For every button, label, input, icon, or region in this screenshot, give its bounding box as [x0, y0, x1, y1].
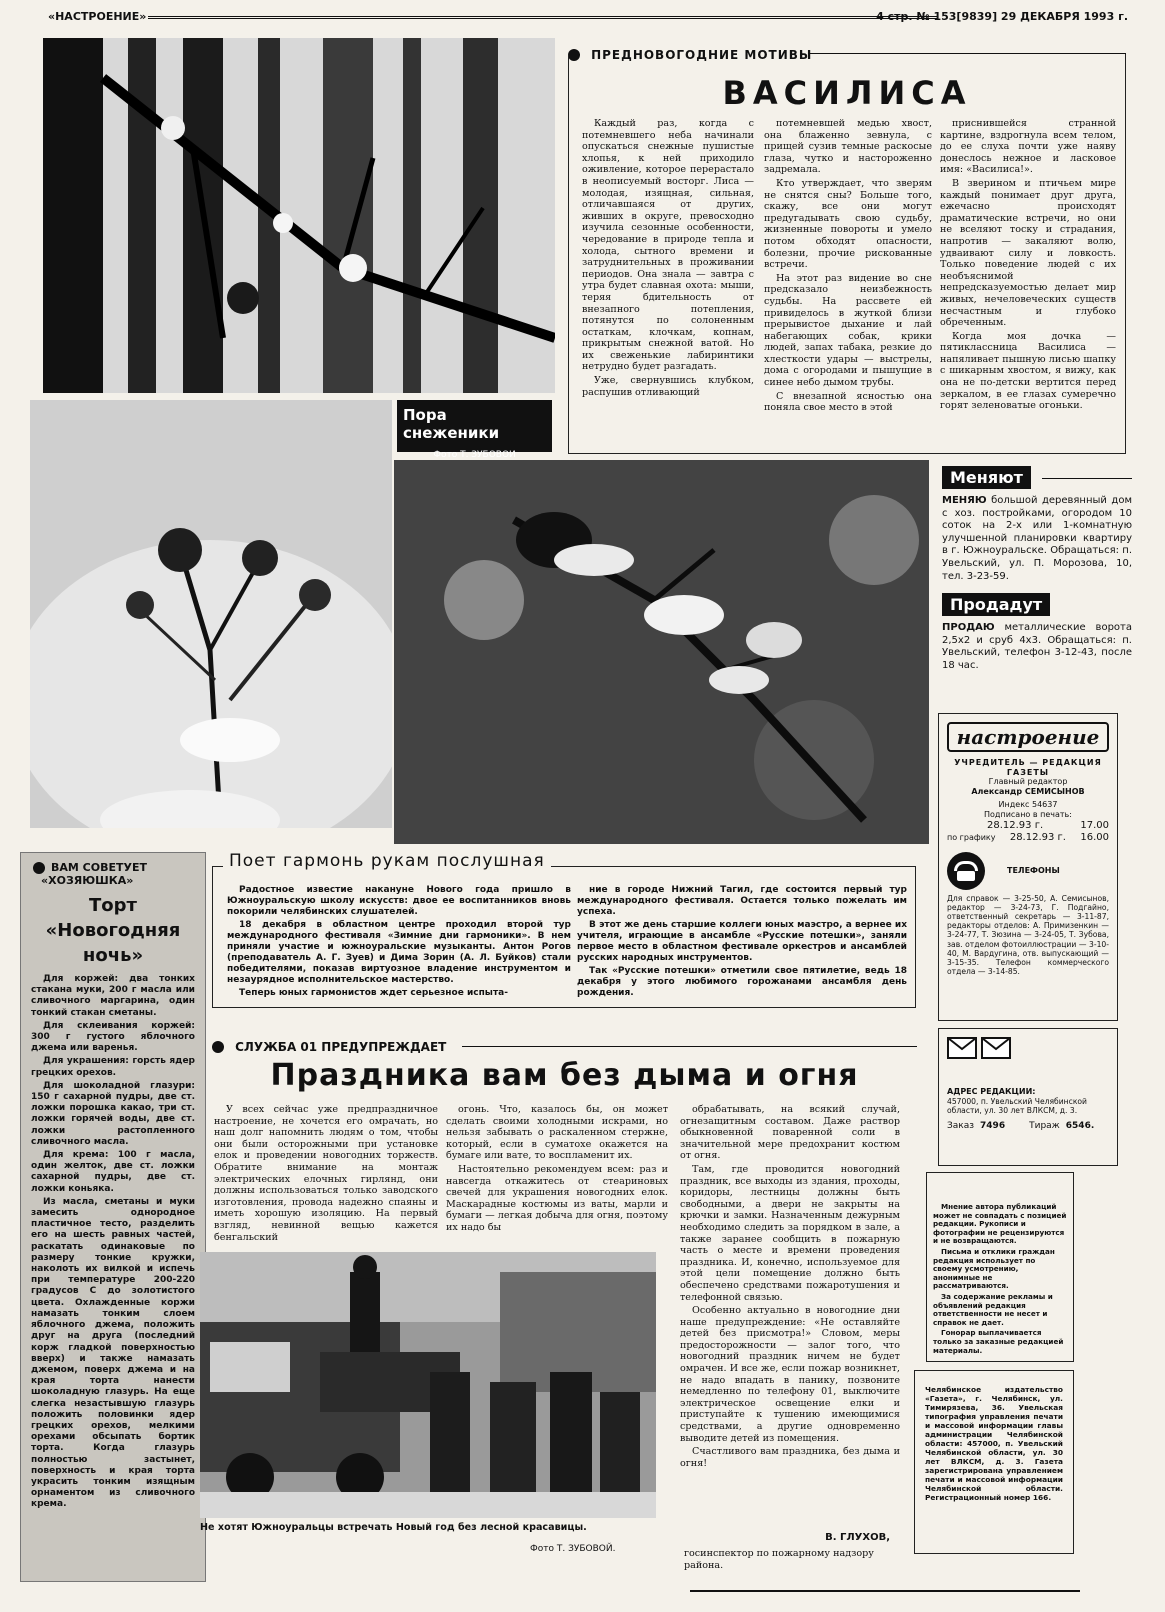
paragraph: Уже, свернувшись клубком, распушив отливающий: [582, 375, 754, 398]
fire-photo-credit: Фото Т. ЗУБОВОЙ.: [530, 1544, 616, 1554]
recipe-rubric: ВАМ СОВЕТУЕТ «ХОЗЯЮШКА»: [21, 853, 205, 887]
photo-caption-box: [397, 400, 552, 460]
fire-signature: В. ГЛУХОВ,: [825, 1532, 890, 1543]
fire-col-3: [680, 1104, 900, 1528]
paragraph: Для коржей: два тонких стакана муки, 200 г масла или сливочного маргарина, один тонкий стакан сметаны.: [31, 974, 195, 1018]
notice-paragraph: Письма и отклики граждан редакция использует по своему усмотрению, анонимные не рассматриваются.: [933, 1246, 1055, 1291]
paragraph: Из масла, сметаны и муки замесить однородное пластичное тесто, разделить его на шесть равных частей, раскатать одинаковые по размеру тонкие кружки, наколоть их вилкой и испечь при температуре 200-220 градусов С до золотистого цвета. Охлажденные коржи намазать тонким слоем яблочного джема, положить друг на друга (последний корж гладкой поверхностью вверх) и также намазать джемом, поверх джема и на края торта нанести шоколадную глазурь. На еще слегка незастывшую глазурь положить половинки ядер грецких орехов, мелкими орехами обсыпать бортик торта. Когда глазурь полностью застынет, поверхность и края торта украсить тонким изящным орнаментом из сливочного крема.: [31, 1196, 195, 1510]
paragraph: приснившейся странной картине, вздрогнула всем телом, до ее слуха почти уже наяву донеслось нежное и ласковое имя: «Василиса!».: [940, 118, 1116, 176]
paragraph: У всех сейчас уже предпраздничное настроение, не хочется его омрачать, но наш долг напомнить людям о том, чтобы они были осторожными при установке елок и проведении новогодних торжеств. Обратите внимание на монтаж электрических елочных гирлянд, они должны использоваться только заводского изготовления, провода надежно спаяны и иметь хорошую изоляцию. На первый взгляд, невинной вещью кажется бенгальский: [214, 1104, 438, 1243]
paragraph: Теперь юных гармонистов ждет серьезное испыта-: [239, 988, 508, 998]
masthead-rule: [148, 16, 938, 19]
ad-swap-lead: МЕНЯЮ: [942, 495, 987, 506]
printer-text: Челябинское издательство «Газета», г. Челябинск, ул. Тимирязева, 36. Увельская типография управления печати и массовой информации главы администрации Челябинской области: 457000, п. Увельский Челябинской области, ул. 30 лет ВЛКСМ, д. 3. Газета зарегистрирована управлением печати и массовой информации Челябинской области. Регистрационный номер 166.: [925, 1385, 1063, 1502]
vasilisa-col-2: [764, 118, 932, 448]
paragraph: ние в городе Нижний Тагил, где состоится первый тур международного фестиваля. Остается только пожелать им успеха.: [577, 885, 907, 917]
paragraph: Настоятельно рекомендуем всем: раз и навсегда откажитесь от стеариновых свечей для украшения новогодних елок. Маскарадные костюмы из ваты, марли и бумаги — легкая добыча для огня, поэтому их надо бы: [446, 1163, 668, 1233]
fire-rubric: СЛУЖБА 01 ПРЕДУПРЕЖДАЕТ: [235, 1040, 447, 1054]
telephone-icon: [947, 852, 985, 890]
garmon-col-2: [577, 885, 907, 1005]
phones-title: ТЕЛЕФОНЫ: [1007, 865, 1060, 875]
ad-swap-tag: Меняют: [942, 466, 1031, 489]
masthead-right: 4 стр. № 153[9839] 29 ДЕКАБРЯ 1993 г.: [876, 10, 1128, 23]
vasilisa-col-3: [940, 118, 1116, 448]
paragraph: Когда моя дочка — пятиклассница Василиса — напяливает пышную лисью шапку с шикарным хвостом, я вижу, как она не по-детски вертится перед зеркалом, в ее глазах сумеречно горят зеленоватые огоньки.: [940, 330, 1116, 412]
photo-snow-plant: [30, 400, 392, 828]
notice-box: [926, 1172, 1074, 1362]
paragraph: огонь. Что, казалось бы, он может сделать своими холодными искрами, но нельзя забывать о раскаленном стержне, который, если в суматохе окажется на бумаге или вате, то воспламенит их.: [446, 1104, 668, 1162]
imprint-editor: Александр СЕМИСЫНОВ: [971, 786, 1085, 796]
recipe-text: [21, 968, 205, 1558]
address-text: 457000, п. Увельский Челябинской области, ул. 30 лет ВЛКСМ, д. 3.: [947, 1096, 1087, 1115]
article-vasilisa: [568, 44, 1126, 454]
paragraph: Для украшения: горсть ядер грецких орехов.: [31, 1056, 195, 1078]
ad-swap-text: МЕНЯЮ большой деревянный дом с хоз. постройками, огородом 10 соток на 2-х или 1-комнатную улучшенной планировки квартиру в г. Южноуральске. Обращаться: п. Увельский, ул. П. Морозова, 10, тел. 3-23-59.: [942, 495, 1132, 582]
fire-title: Праздника вам без дыма и огня: [270, 1058, 859, 1093]
phones-header: [947, 852, 1109, 890]
ad-sell-lead: ПРОДАЮ: [942, 622, 995, 634]
paragraph: Каждый раз, когда с потемневшего неба начинали опускаться снежные пушистые хлопья, к ней приходило оживление, которое перерастало в неописуемый восторг. Лиса — молодая, изящная, сильная, отличавшаяся от других, живших в округе, превосходно изучила сезонные особенности, чередование в природе тепла и холода, сытного времени и затруднительных в проживании периодов. Она знала — завтра с утра будет славная охота: мыши, теряя бдительность от внезапного потепления, потянутся по солоненным остаткам, клочкам, копнам, прикрытым снежной ватой. Но их свеженькие лабиринтики нетрудно будет разгадать.: [582, 118, 754, 373]
notice-paragraph: За содержание рекламы и объявлений редакция ответственности не несет и справок не дает.: [933, 1291, 1053, 1327]
photo-truck-trees: [200, 1252, 656, 1518]
imprint-box: [938, 713, 1118, 1021]
rule: [1042, 478, 1132, 479]
paragraph: В этот же день старшие коллеги юных маэстро, а вернее их учителя, играющие в ансамбле «Русские потешки», заняли первое место в областном фестивале оркестров и ансамблей русских народных инструментов.: [577, 920, 907, 963]
fire-rubric-row: [212, 1036, 917, 1056]
masthead: [48, 8, 1128, 30]
paragraph: Для крема: 100 г масла, один желток, две ст. ложки сахарной пудры, две ст. ложки коньяка.: [31, 1150, 195, 1194]
vasilisa-title: ВАСИЛИСА: [722, 74, 972, 112]
imprint-founder: УЧРЕДИТЕЛЬ — РЕДАКЦИЯ ГАЗЕТЫ: [954, 758, 1102, 777]
paragraph: Радостное известие накануне Нового года пришло в Южноуральскую школу искусств: двое ее воспитанников вновь покорили челябинских слушателей.: [227, 885, 571, 917]
photo-caption-title: Пора снежeники: [403, 406, 500, 442]
paragraph: потемневшей медью хвост, она блаженно зевнула, с прищей сузив темные раскосые глаза, чутко и настороженно задремала.: [764, 118, 932, 176]
recipe-box: [20, 852, 206, 1582]
phones-text: Для справок — 3-25-50, А. Семисынов, редактор — 3-24-73, Г. Подгайно, ответственный секретарь — 3-11-87, редакторы отделов: А. Примизенкин — 3-24-77, Т. Зюзина — 3-24-05, Т. Зубова, зав. отделом фотоиллюстрации — 3-10-40, М. Вардугина, отв. выпускающий — 3-15-35. Телефон коммерческого отдела — 3-14-85.: [947, 893, 1109, 977]
paragraph: Там, где проводится новогодний праздник, все выходы из здания, проходы, коридоры, лестницы должны быть свободными, а двери не закрыты на крючки и замки. Назначенным дежурным необходимо следить за порядком в зале, а также заранее сообщить в пожарную часть о месте и времени проведения праздника. И, конечно, используемое для этой цели помещение должно быть обеспечено средствами пожаротушения и телефонной связью.: [680, 1163, 900, 1303]
fire-photo-caption: Не хотят Южноуральцы встречать Новый год без лесной красавицы.: [200, 1522, 587, 1533]
recipe-title: Торт «Новогодняя ночь»: [45, 895, 181, 966]
imprint-sign-row: 28.12.93 г. 17.00: [987, 819, 1109, 831]
paragraph: На этот раз видение во сне предсказало неизбежность судьбы. На рассвете ей привиделось в жуткой близи прерывистое дыхание и лай набегающих собак, крики людей, запах табака, резкие до хлесткости удары — выстрелы, дома с огородами и пышущие в синее небо дымом трубы.: [764, 272, 932, 389]
address-title: АДРЕС РЕДАКЦИИ:: [947, 1087, 1036, 1096]
paragraph: Особенно актуально в новогодние дни наше предупреждение: «Не оставляйте детей без присмотра!» Словом, меры предосторожности — залог того, что новогодний праздник ничем не будет омрачен. И все же, если пожар возникнет, не надо впадать в панику, позвоните немедленно по телефону 01, выключите электрическое освещение елки и приступайте к тушению имеющимися средствами, а другие одновременно выводите детей из помещения.: [680, 1305, 900, 1444]
article-garmon: [212, 851, 916, 1008]
ad-sell-tag: Продадут: [942, 593, 1050, 616]
imprint-editor-label: Главный редактор: [988, 777, 1068, 787]
fire-signature-role: госинспектор по пожарному надзору района.: [684, 1548, 874, 1571]
garmon-title: Поет гармонь рукам послушная: [223, 851, 551, 871]
paragraph: обрабатывать, на всякий случай, огнезащитным составом. Даже раствор обыкновенной поваренной соли в значительной мере предохранит костюм от огня.: [680, 1104, 900, 1162]
bullet-icon: [33, 862, 45, 874]
imprint-index: Индекс 54637: [998, 800, 1058, 810]
vasilisa-rubric: ПРЕДНОВОГОДНИЕ МОТИВЫ: [591, 48, 813, 62]
paragraph: В зверином и птичьем мире каждый понимает друг друга, ежечасно происходят драматические встречи, но они не вселяют тоску и страдания, напротив — закаляют волю, удваивают силу и ловкость. Только поведение людей с их необъяснимой непредсказуемостью делает мир живых, нечеловеческих существ несчастным и глубоко обреченным.: [940, 177, 1116, 329]
rule: [462, 1046, 917, 1047]
bullet-icon: [212, 1041, 224, 1053]
paragraph: С внезапной ясностью она поняла свое место в этой: [764, 390, 932, 414]
paragraph: 18 декабря в областном центре проходил второй тур международного фестиваля «Зимние дни гармоники». В нем приняли участие и южноуральские музыканты. Антон Рогов (преподаватель А. Г. Зуев) и Дима Зорин (А. Л. Буйков) стали победителями, показав виртуозное владение инструментом и незаурядное исполнительское мастерство.: [227, 920, 571, 985]
photo-snow-branches: [43, 38, 555, 393]
imprint-sched-row: по графику 28.12.93 г. 16.00: [947, 831, 1109, 843]
photo-frosted-twig: [394, 460, 929, 844]
imprint-signed: Подписано в печать:: [984, 809, 1072, 819]
ad-sell-text: ПРОДАЮ металлические ворота 2,5х2 и сруб 4х3. Обращаться: п. Увельский, телефон 3-12-43, после 18 час.: [942, 622, 1132, 671]
garmon-col-1: [227, 885, 571, 1005]
photo-caption-credit: Фото Т. ЗУБОВОИ: [433, 450, 516, 460]
notice-paragraph: Мнение автора публикаций может не совпадать с позицией редакции. Рукописи и фотографии не рецензируются и не возвращаются.: [933, 1202, 1067, 1246]
paragraph: Для склеивания коржей: 300 г густого яблочного джема или варенья.: [31, 1020, 195, 1054]
fire-col-1: [214, 1104, 438, 1254]
masthead-left: «НАСТРОЕНИЕ»: [48, 10, 147, 23]
ads-block: [942, 466, 1132, 706]
envelope-icon: [947, 1037, 1109, 1059]
paragraph: Для шоколадной глазури: 150 г сахарной пудры, две ст. ложки порошка какао, три ст. ложки горячей воды, две ст. ложки растопленного сливочного масла.: [31, 1080, 195, 1147]
footer-rule: [690, 1590, 1080, 1592]
paragraph: Счастливого вам праздника, без дыма и огня!: [680, 1446, 900, 1469]
address-box: [938, 1028, 1118, 1166]
paragraph: Кто утверждает, что зверям не снятся сны? Больше того, скажу, все они могут предугадывать свою судьбу, жизненные повороты и умело потом обходят опасности, болезни, прочие рискованные встречи.: [764, 177, 932, 271]
printer-box: [914, 1370, 1074, 1554]
fire-col-2: [446, 1104, 668, 1254]
notice-paragraph: Гонорар выплачивается только за заказные редакцией материалы.: [933, 1328, 1064, 1355]
paragraph: Так «Русские потешки» отметили свое пятилетие, ведь 18 декабря у этого любимого горожанами ансамбля день рождения.: [577, 966, 907, 998]
imprint-logo: настроение: [947, 722, 1109, 752]
vasilisa-col-1: [582, 118, 754, 448]
order-row: Заказ 7496 Тираж 6546.: [947, 1120, 1095, 1131]
